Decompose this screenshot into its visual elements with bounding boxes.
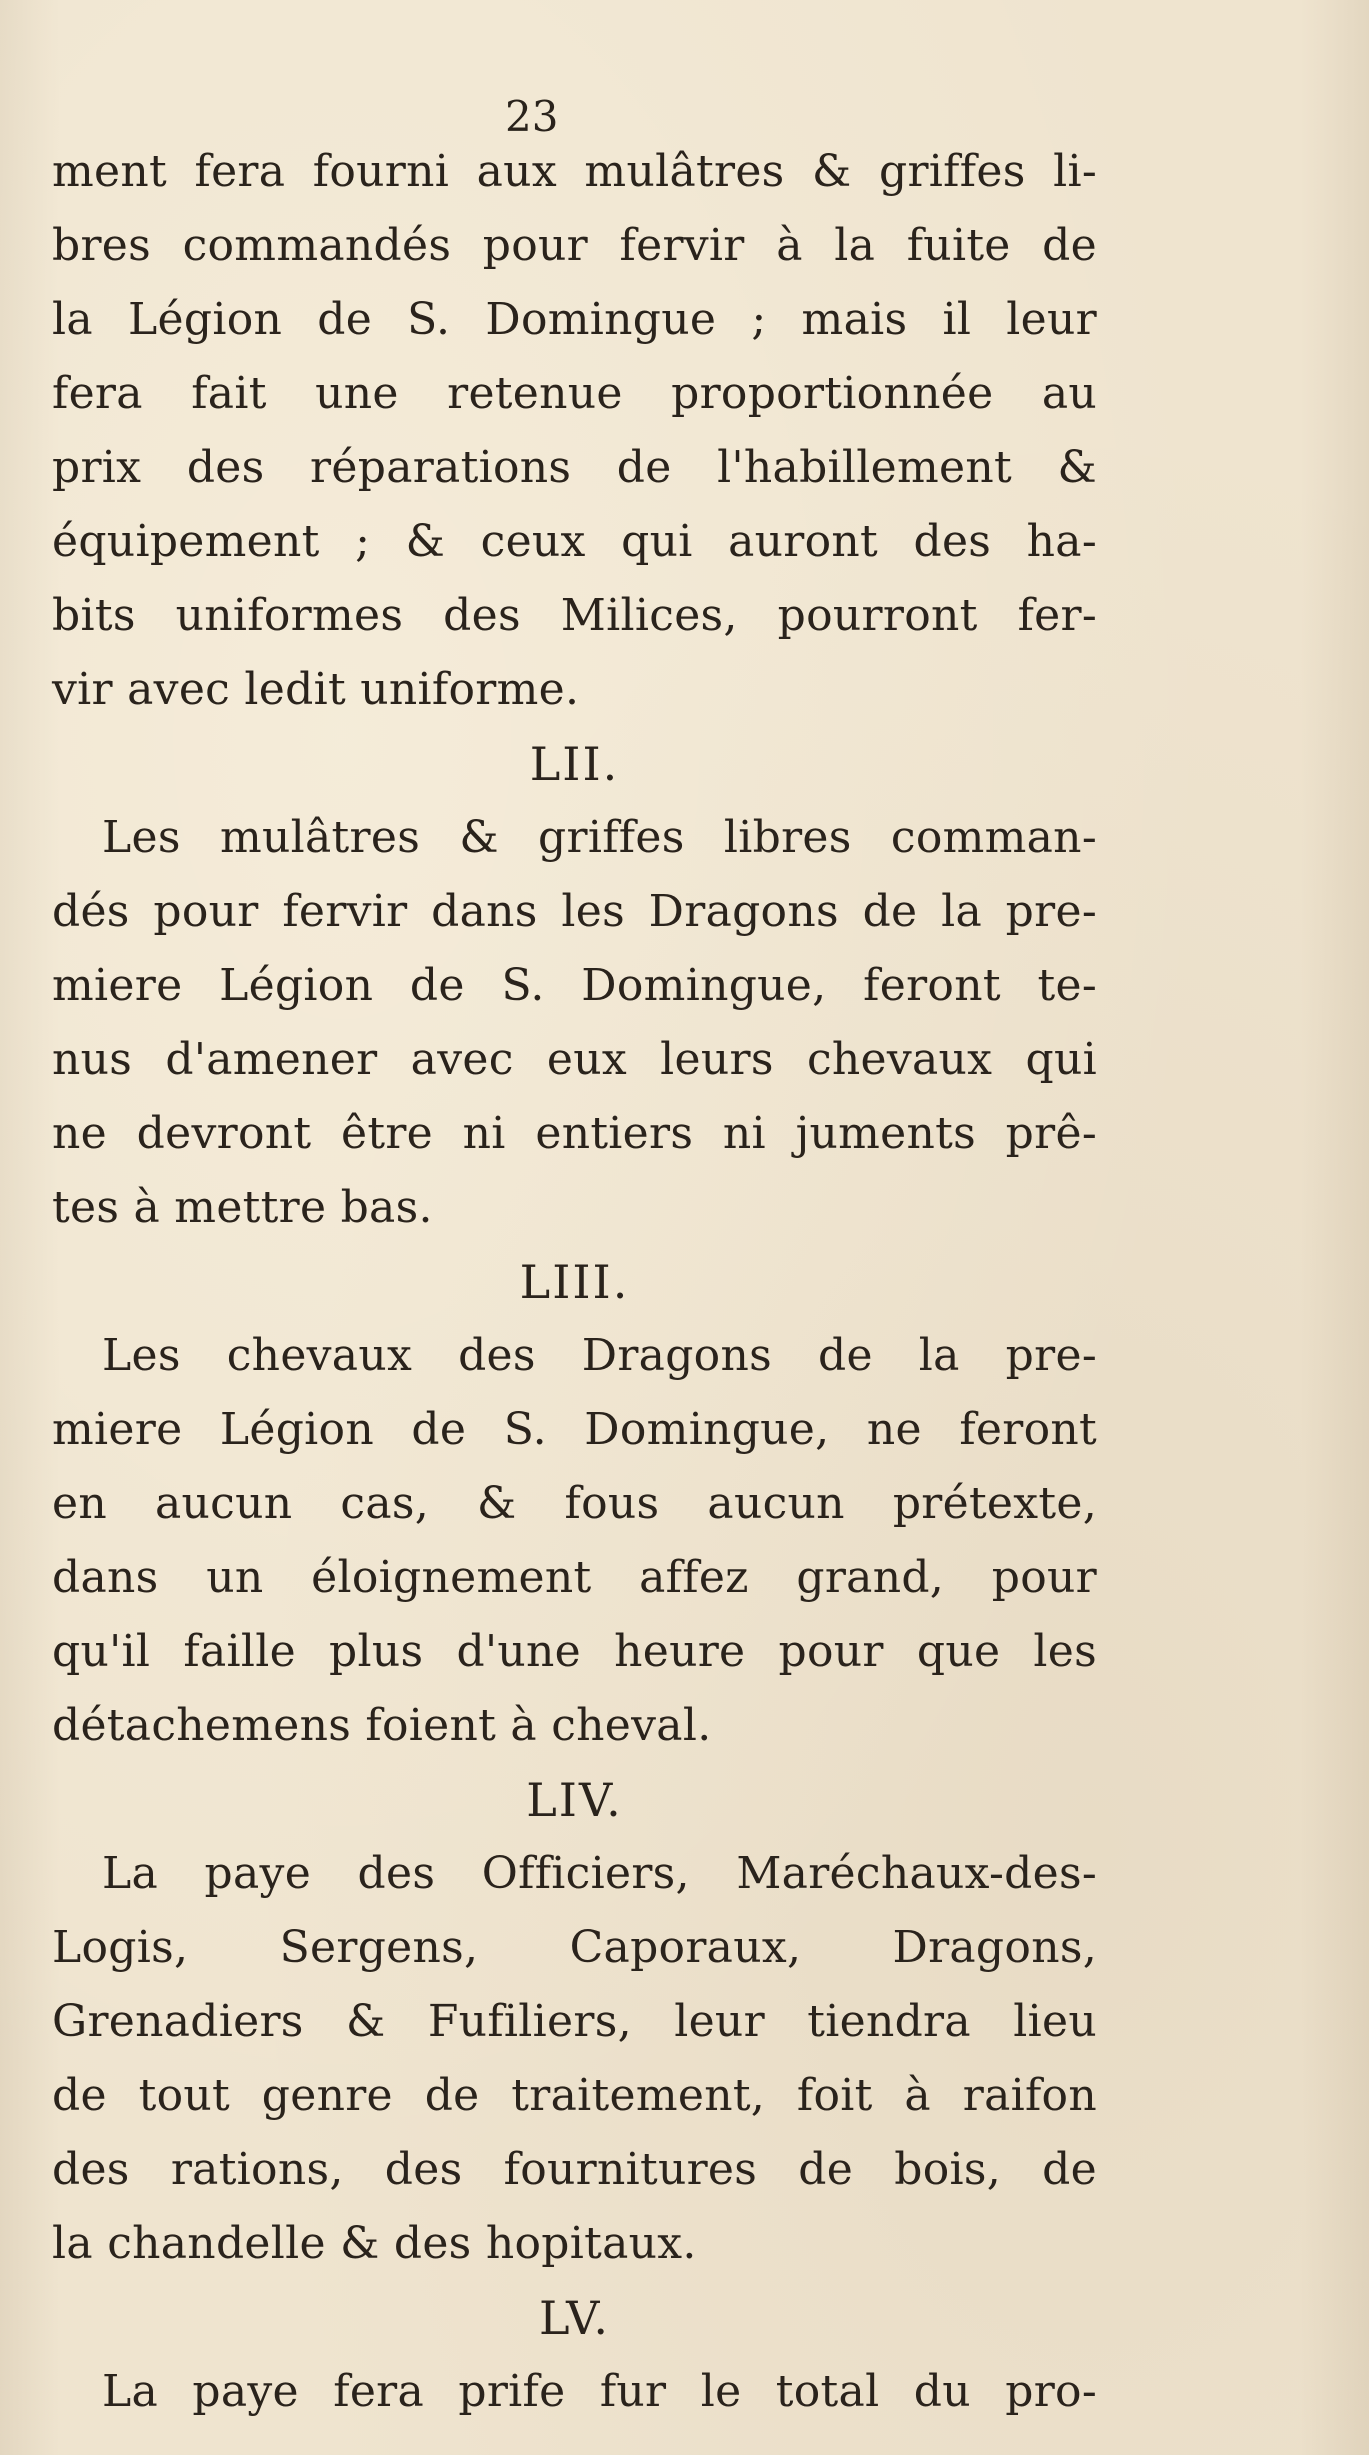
text-line: des rations, des fournitures de bois, de <box>52 2144 1097 2195</box>
text-line: miere Légion de S. Domingue, ne feront <box>52 1404 1097 1455</box>
text-line: nus d'amener avec eux leurs chevaux qui <box>52 1034 1097 1085</box>
text-line: miere Légion de S. Domingue, feront te- <box>52 960 1097 1011</box>
text-line: dés pour fervir dans les Dragons de la pre- <box>52 886 1097 937</box>
text-line: qu'il faille plus d'une heure pour que les <box>52 1626 1097 1677</box>
text-line: la Légion de S. Domingue ; mais il leur <box>52 294 1097 345</box>
text-line: de tout genre de traitement, foit à raifon <box>52 2070 1097 2121</box>
article-heading-liii: LIII. <box>519 1255 630 1309</box>
text-line: fera fait une retenue proportionnée au <box>52 368 1097 419</box>
text-line: Les mulâtres & griffes libres comman- <box>102 812 1097 863</box>
text-line: La paye des Officiers, Maréchaux-des- <box>102 1848 1097 1899</box>
text-line: Grenadiers & Fufiliers, leur tiendra lieu <box>52 1996 1097 2047</box>
text-line: bits uniformes des Milices, pourront fer- <box>52 590 1097 641</box>
text-line: Les chevaux des Dragons de la pre- <box>102 1330 1097 1381</box>
text-line: ne devront être ni entiers ni juments prê- <box>52 1108 1097 1159</box>
text-line: vir avec ledit uniforme. <box>52 664 580 715</box>
text-line: bres commandés pour fervir à la fuite de <box>52 220 1097 271</box>
page-number: 23 <box>505 92 559 141</box>
text-line: tes à mettre bas. <box>52 1182 433 1233</box>
text-line: équipement ; & ceux qui auront des ha- <box>52 516 1097 567</box>
article-heading-lii: LII. <box>529 737 620 791</box>
text-line: Logis, Sergens, Caporaux, Dragons, <box>52 1922 1097 1973</box>
text-line: ment fera fourni aux mulâtres & griffes li- <box>52 146 1097 197</box>
text-line: la chandelle & des hopitaux. <box>52 2218 697 2269</box>
text-line: en aucun cas, & fous aucun prétexte, <box>52 1478 1097 1529</box>
article-heading-lv: LV. <box>539 2291 610 2345</box>
text-line: prix des réparations de l'habillement & <box>52 442 1097 493</box>
text-line: dans un éloignement affez grand, pour <box>52 1552 1097 1603</box>
text-line: détachemens foient à cheval. <box>52 1700 712 1751</box>
article-heading-liv: LIV. <box>526 1773 623 1827</box>
text-line: La paye fera prife fur le total du pro- <box>102 2366 1097 2417</box>
